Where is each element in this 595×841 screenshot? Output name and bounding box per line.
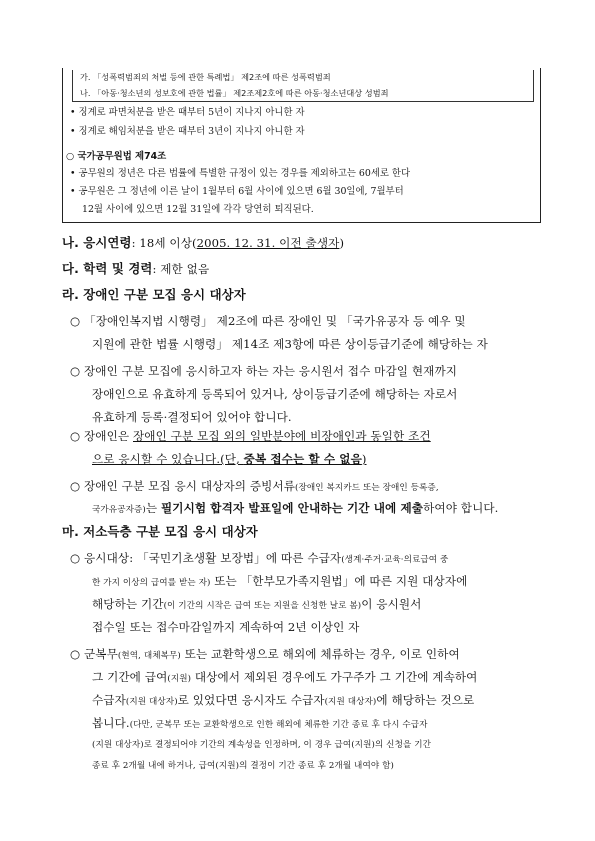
law-title: ○ 국가공무원법 제74조 — [66, 151, 167, 162]
age-cutoff: 2005. 12. 31. 이전 출생자 — [196, 236, 340, 250]
section-education: 다. 학력 및 경력: 제한 없음 — [62, 261, 210, 276]
disabled-item-1-line-1: ○ 「장애인복지법 시행령」 제2조에 따른 장애인 및 「국가유공자 등 예우 및 — [70, 314, 466, 328]
low-income-item-2-line-6: 종료 후 2개월 내에 하거나, 급여(지원)의 결정이 기간 종료 후 2개월 내여야 함) — [92, 761, 394, 771]
disabled-item-2-line-1: ○ 장애인 구분 모집에 응시하고자 하는 자는 응시원서 접수 마감일 현재까지 — [70, 364, 458, 378]
disabled-item-4-line-1: ○ 장애인 구분 모집 응시 대상자의 증빙서류(장애인 복지카드 또는 장애인 등록증, — [70, 479, 439, 493]
bullet-removal: • 징계로 해임처분을 받은 때부터 3년이 지나지 아니한 자 — [70, 126, 305, 137]
low-income-item-2-line-3: 수급자(지원 대상자)로 있었다면 응시자도 수급자(지원 대상자)에 해당하는 것으로 — [92, 693, 475, 707]
low-income-item-1-line-3: 해당하는 기간(이 기간의 시작은 급여 또는 지원을 신청한 날로 봄)이 응시원서 — [92, 597, 422, 611]
law-line-3: 12월 사이에 있으면 12월 31일에 각각 당연히 퇴직된다. — [82, 204, 314, 215]
low-income-item-2-line-2: 그 기간에 급여(지원) 대상에서 제외된 경우에도 가구주가 그 기간에 계속하여 — [92, 670, 478, 684]
no-duplicate-notice: 중복 접수는 할 수 없음 — [243, 452, 362, 466]
disabled-item-3-line-2: 으로 응시할 수 있습니다.(단, 중복 접수는 할 수 없음) — [92, 452, 367, 466]
section-education-heading: 다. 학력 및 경력 — [62, 261, 153, 276]
document-deadline-notice: 필기시험 합격자 발표일에 안내하는 기간 내에 제출 — [160, 501, 424, 515]
disabled-item-3-line-1: ○ 장애인은 장애인 구분 모집 외의 일반분야에 비장애인과 동일한 조건 — [70, 429, 431, 443]
crime-item-na: 나. 「아동·청소년의 성보호에 관한 법률」 제2조제2호에 따른 아동·청소년대상 성범죄 — [80, 88, 389, 98]
low-income-item-1-line-2: 한 가지 이상의 급여를 받는 자) 또는 「한부모가족지원법」에 따른 지원 대상자에 — [92, 574, 468, 588]
section-low-income-heading: 마. 저소득층 구분 모집 응시 대상자 — [62, 524, 258, 539]
low-income-item-2-line-1: ○ 군복무(현역, 대체복무) 또는 교환학생으로 해외에 체류하는 경우, 이로 인하여 — [70, 647, 460, 661]
low-income-item-2-line-4: 봅니다.(다만, 군복무 또는 교환학생으로 인한 해외에 체류한 기간 종료 후 다시 수급자 — [92, 716, 428, 730]
disabled-item-2-line-3: 유효하게 등록·결정되어 있어야 합니다. — [92, 410, 292, 424]
law-line-1: • 공무원의 정년은 다른 법률에 특별한 규정이 있는 경우를 제외하고는 60세로 한다 — [70, 168, 411, 179]
low-income-item-2-line-5: (지원 대상자)로 결정되어야 기간의 계속성을 인정하며, 이 경우 급여(지원)의 신청을 기간 — [92, 740, 432, 750]
section-disabled-heading: 라. 장애인 구분 모집 응시 대상자 — [62, 287, 246, 302]
low-income-item-1-line-4: 접수일 또는 접수마감일까지 계속하여 2년 이상인 자 — [92, 620, 360, 634]
disabled-item-4-line-2: 국가유공자증)는 필기시험 합격자 발표일에 안내하는 기간 내에 제출하여야 합니다. — [92, 501, 499, 515]
section-age: 나. 응시연령: 18세 이상(2005. 12. 31. 이전 출생자) — [62, 235, 345, 250]
disabled-item-1-line-2: 지원에 관한 법률 시행령」 제14조 제3항에 따른 상이등급기준에 해당하는 자 — [92, 337, 488, 351]
section-age-heading: 나. 응시연령 — [62, 235, 132, 250]
disabled-item-2-line-2: 장애인으로 유효하게 등록되어 있거나, 상이등급기준에 해당하는 자로서 — [92, 387, 458, 401]
law-line-2: • 공무원은 그 정년에 이른 날이 1월부터 6월 사이에 있으면 6월 30일에, 7월부터 — [70, 186, 404, 197]
low-income-item-1-line-1: ○ 응시대상: 「국민기초생활 보장법」에 따른 수급자(생계·주거·교육·의료급여 중 — [70, 551, 449, 565]
crime-item-ga: 가. 「성폭력범죄의 처벌 등에 관한 특례법」 제2조에 따른 성폭력범죄 — [80, 72, 331, 82]
bullet-dismissal: • 징계로 파면처분을 받은 때부터 5년이 지나지 아니한 자 — [70, 107, 305, 118]
